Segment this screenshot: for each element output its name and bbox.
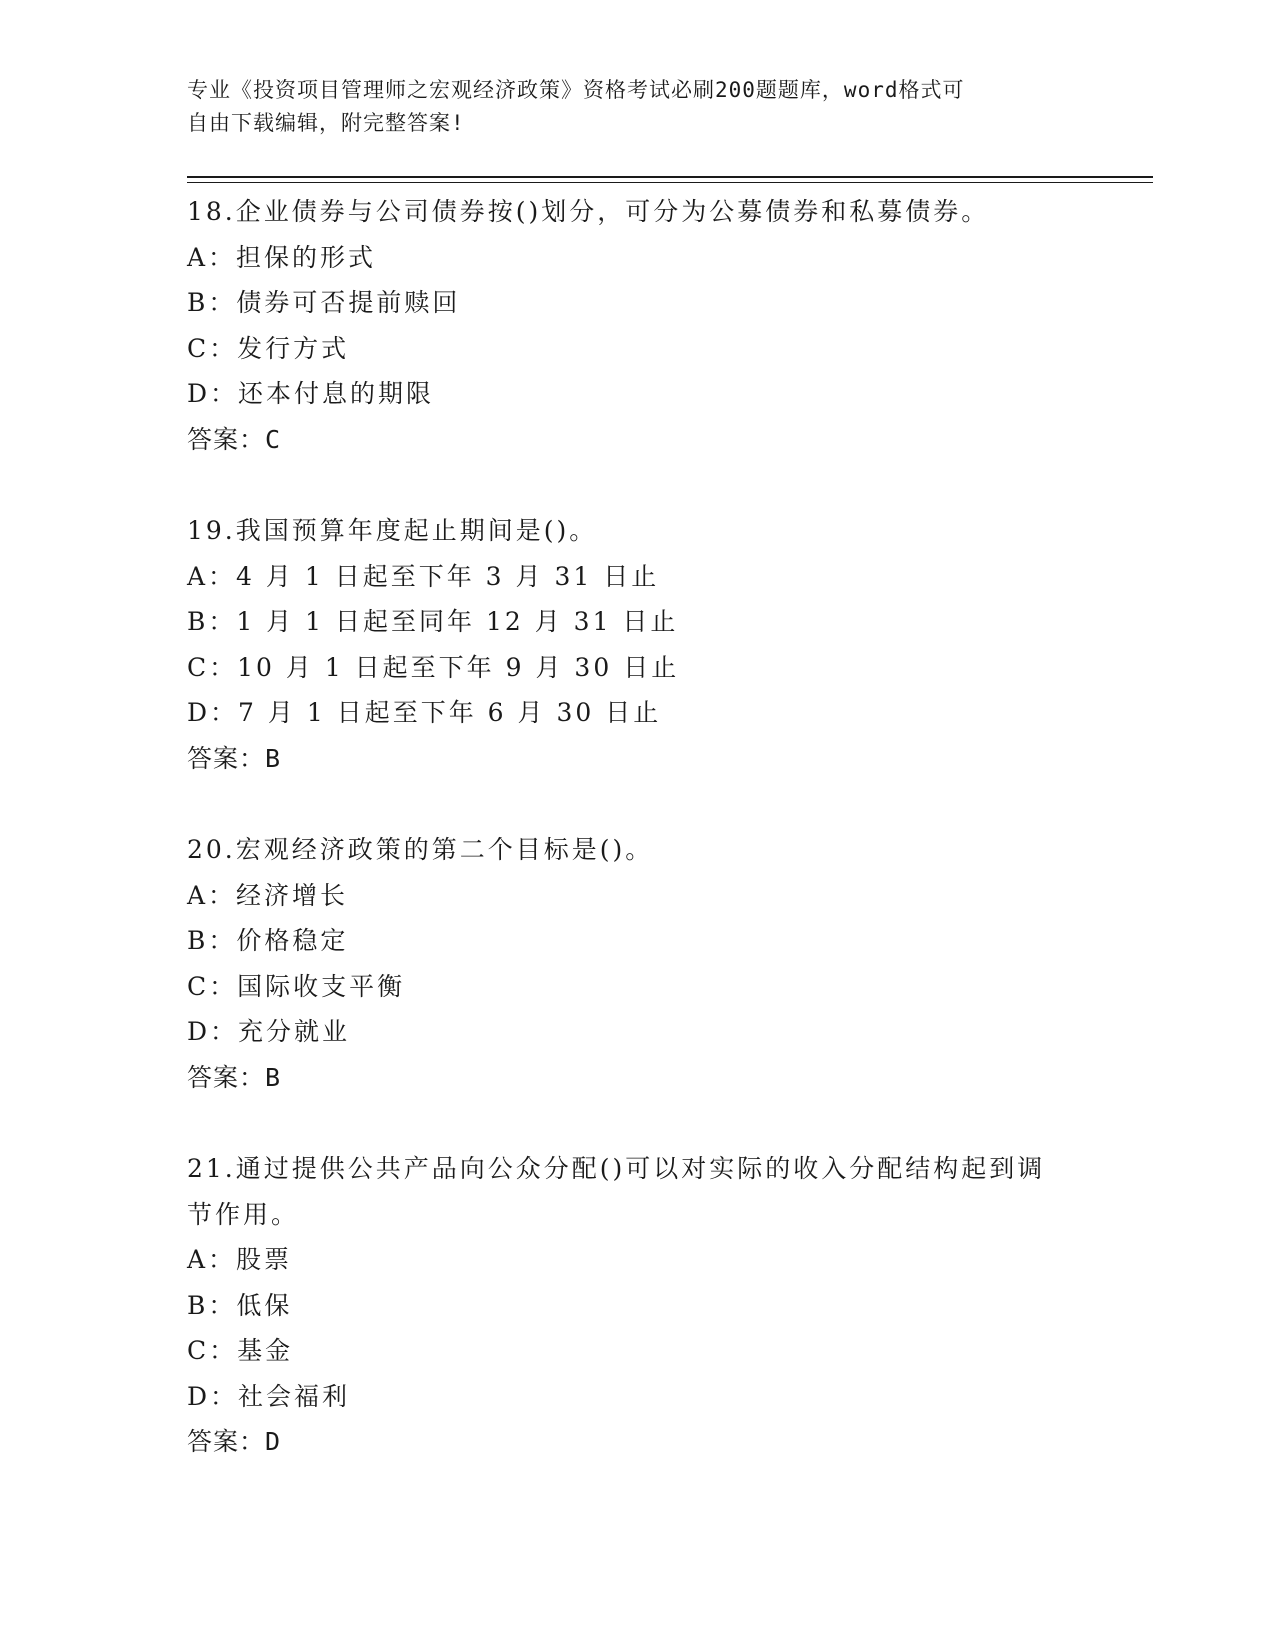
header-divider-thin (187, 182, 1153, 183)
question-list (187, 189, 1087, 1511)
option-a: A：担保的形式 (187, 242, 377, 272)
option-d: D：还本付息的期限 (187, 379, 435, 408)
answer-line: 答案：C (187, 424, 282, 454)
answer-line: 答案：B (187, 1062, 282, 1092)
question-18 (187, 189, 1087, 462)
question-21 (187, 1146, 1087, 1465)
header-line-1: 专业《投资项目管理师之宏观经济政策》资格考试必刷200题题库，word格式可 (187, 78, 965, 102)
answer-line: 答案：B (187, 743, 282, 773)
question-20 (187, 827, 1087, 1100)
question-stem: 21.通过提供公共产品向公众分配()可以对实际的收入分配结构起到调节作用。 (187, 1154, 1046, 1229)
option-c: C：基金 (187, 1336, 294, 1365)
option-b: B：价格稳定 (187, 926, 349, 955)
option-d: D：7 月 1 日起至下年 6 月 30 日止 (187, 698, 662, 727)
document-header (187, 74, 1067, 140)
option-c: C：发行方式 (187, 333, 350, 363)
option-a: A：4 月 1 日起至下年 3 月 31 日止 (187, 561, 660, 591)
option-c: C：10 月 1 日起至下年 9 月 30 日止 (187, 652, 680, 682)
option-b: B：低保 (187, 1290, 293, 1320)
option-a: A：经济增长 (187, 880, 349, 910)
header-divider-thick (187, 176, 1153, 178)
option-d: D：社会福利 (187, 1381, 351, 1411)
option-a: A：股票 (187, 1245, 293, 1274)
question-stem: 20.宏观经济政策的第二个目标是()。 (187, 835, 654, 864)
question-stem: 18.企业债券与公司债券按()划分，可分为公募债券和私募债券。 (187, 197, 990, 226)
answer-line: 答案：D (187, 1427, 282, 1456)
option-b: B：1 月 1 日起至同年 12 月 31 日止 (187, 607, 679, 636)
header-line-2: 自由下载编辑，附完整答案! (187, 111, 465, 135)
option-b: B：债券可否提前赎回 (187, 288, 461, 317)
question-stem: 19.我国预算年度起止期间是()。 (187, 516, 598, 545)
option-d: D：充分就业 (187, 1017, 351, 1046)
question-19 (187, 508, 1087, 781)
option-c: C：国际收支平衡 (187, 971, 406, 1001)
